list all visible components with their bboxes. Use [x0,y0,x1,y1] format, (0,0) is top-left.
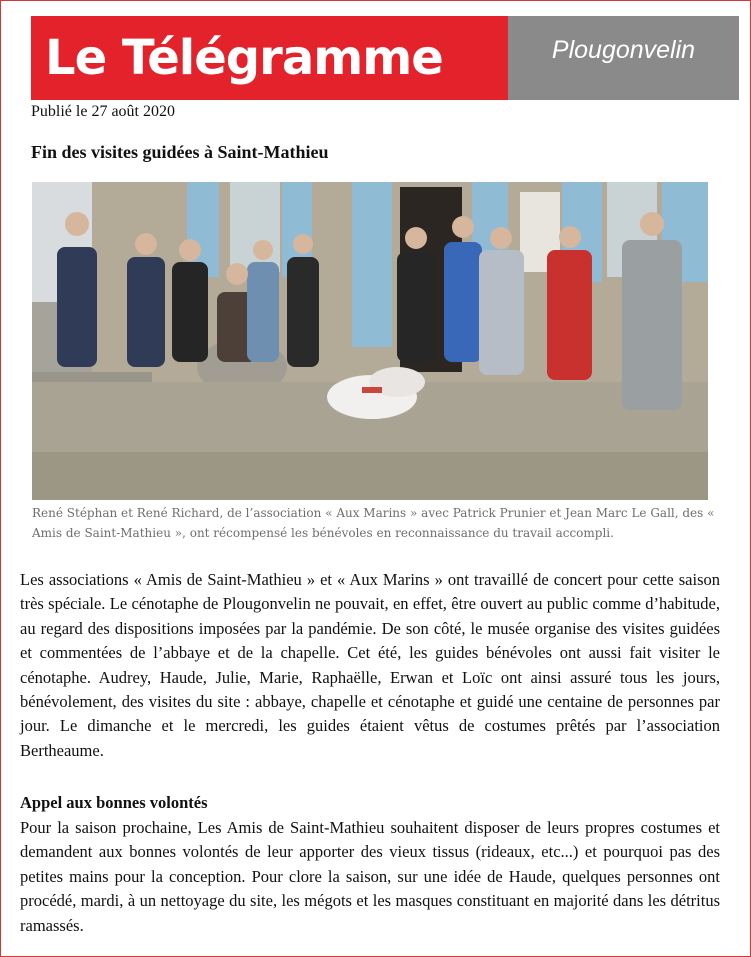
newspaper-header [31,16,739,100]
city-label: Plougonvelin [508,16,739,100]
article-subheading: Appel aux bonnes volontés [20,793,208,812]
article-title: Fin des visites guidées à Saint-Mathieu [31,142,329,162]
photo-caption: René Stéphan et René Richard, de l’association « Aux Marins » avec Patrick Prunier et Jean Marc Le Gall, des « Amis de Saint-Mathieu », ont récompensé les bénévoles en reconnaissance du travail accompli. [32,506,715,540]
newspaper-logo: Le Télégramme [31,16,508,100]
article-paragraph-2: Pour la saison prochaine, Les Amis de Saint-Mathieu souhaitent disposer de leurs propres costumes et demandent aux bonnes volontés de leur apporter des vieux tissus (rideaux, etc...) et pourquoi pas des petites mains pour la conception. Pour clore la saison, sur une idée de Haude, quelques personnes ont procédé, mardi, à un nettoyage du site, les mégots et les masques constituant en majorité dans les détritus ramassés. [20,818,720,935]
publication-date: Publié le 27 août 2020 [31,103,175,120]
article-paragraph-1: Les associations « Amis de Saint-Mathieu » et « Aux Marins » ont travaillé de concert pour cette saison très spéciale. Le cénotaphe de Plougonvelin ne pouvait, en effet, être ouvert au public comme d’habitude, au regard des dispositions imposées par la pandémie. De son côté, le musée organise des visites guidées et commentées de l’abbaye et de la chapelle. Cet été, les guides bénévoles ont aussi fait visiter le cénotaphe. Audrey, Haude, Julie, Marie, Raphaëlle, Erwan et Loïc ont ainsi assuré tous les jours, bénévolement, des visites du site : abbaye, chapelle et cénotaphe et guidé une centaine de personnes par jour. Le dimanche et le mercredi, les guides étaient vêtus de costumes prêtés par l’association Bertheaume. [20,570,720,760]
article-photo [32,182,708,500]
